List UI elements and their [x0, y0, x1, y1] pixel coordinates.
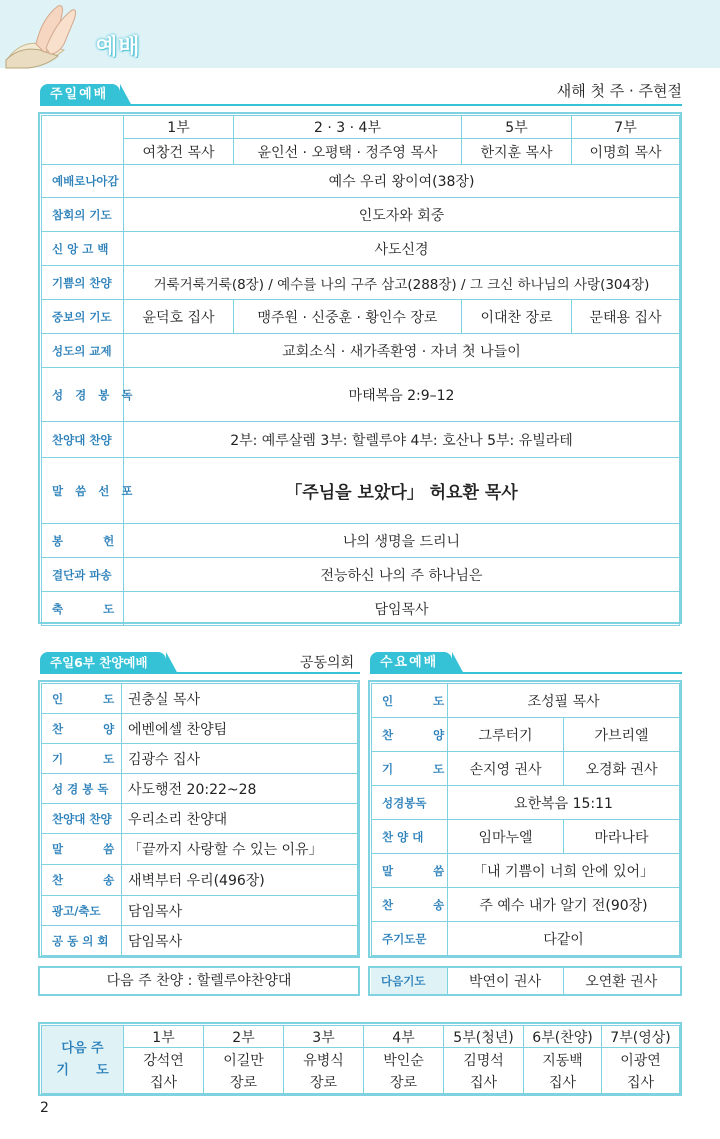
intercessor-1: 윤덕호 집사	[124, 300, 234, 334]
nw-title: 장로	[284, 1072, 364, 1094]
praise-team-2: 가브리엘	[564, 718, 680, 752]
corner-cell	[42, 116, 124, 165]
page-number: 2	[40, 1100, 49, 1116]
preacher-1: 여창건 목사	[124, 139, 234, 165]
row-label: 기쁨의 찬양	[42, 266, 124, 300]
nw-service: 1부	[124, 1026, 204, 1048]
row-value: 다같이	[448, 922, 680, 956]
row-label: 인 도	[42, 684, 122, 714]
row-value: 우리소리 찬양대	[122, 804, 358, 834]
row-value: 권충실 목사	[122, 684, 358, 714]
row-label: 예배로나아감	[42, 165, 124, 198]
row-value: 전능하신 나의 주 하나님은	[124, 558, 680, 592]
nw-service: 2부	[204, 1026, 284, 1048]
nw-service: 5부(청년)	[444, 1026, 524, 1048]
nw-service: 7부(영상)	[602, 1026, 680, 1048]
nw-name: 강석연	[124, 1048, 204, 1072]
preacher-7: 이명희 목사	[572, 139, 680, 165]
row-label: 성 경 봉 독	[42, 774, 122, 804]
row-value: 예수 우리 왕이여(38장)	[124, 165, 680, 198]
row-value: 에벤에셀 찬양팀	[122, 714, 358, 744]
row-label: 봉 헌	[42, 524, 124, 558]
nw-title: 집사	[602, 1072, 680, 1094]
nw-service: 6부(찬양)	[524, 1026, 602, 1048]
row-value: 교회소식 · 새가족환영 · 자녀 첫 나들이	[124, 334, 680, 368]
row-label: 기 도	[372, 752, 448, 786]
row-label: 광고/축도	[42, 896, 122, 926]
row-label: 말 씀	[42, 834, 122, 865]
prayer-1: 손지영 권사	[448, 752, 564, 786]
next-prayer-2: 오연환 권사	[585, 974, 658, 990]
row-label: 찬양대 찬양	[42, 804, 122, 834]
nw-name: 이길만	[204, 1048, 284, 1072]
row-value: 담임목사	[124, 592, 680, 626]
next-week-prayer-table	[41, 1025, 680, 1094]
nw-title: 집사	[124, 1072, 204, 1094]
intercessor-7: 문태용 집사	[572, 300, 680, 334]
row-value: 요한복음 15:11	[448, 786, 680, 820]
nw-title: 장로	[204, 1072, 284, 1094]
next-week-label-line2: 기 도	[56, 1062, 109, 1078]
row-value: 새벽부터 우리(496장)	[122, 865, 358, 896]
row-value: 담임목사	[122, 926, 358, 956]
row-value: 거룩거룩거룩(8장) / 예수를 나의 구주 삼고(288장) / 그 크신 하나님의 사랑(304장)	[124, 266, 680, 300]
next-prayer-label: 다음기도	[371, 968, 447, 994]
tab-praise-worship: 주일6부 찬양예배	[40, 652, 166, 674]
next-prayer-1: 박연이 권사	[447, 968, 563, 994]
row-value: 담임목사	[122, 896, 358, 926]
choir-2: 마라나타	[564, 820, 680, 854]
row-value: 2부: 예루살렘 3부: 할렐루야 4부: 호산나 5부: 유빌라테	[124, 422, 680, 458]
tab-underline	[40, 672, 360, 674]
row-label: 중보의 기도	[42, 300, 124, 334]
service-234: 2 · 3 · 4부	[234, 116, 462, 139]
row-label: 찬 송	[42, 865, 122, 896]
row-label: 성경봉독	[372, 786, 448, 820]
row-value: 나의 생명을 드리니	[124, 524, 680, 558]
row-label: 공 동 의 회	[42, 926, 122, 956]
row-label: 축 도	[42, 592, 124, 626]
next-prayer-table	[371, 968, 679, 994]
service-1: 1부	[124, 116, 234, 139]
sermon-title: 「주님을 보았다」 허요환 목사	[124, 458, 680, 524]
service-7: 7부	[572, 116, 680, 139]
prayer-2: 오경화 권사	[564, 752, 680, 786]
row-value: 마태복음 2:9–12	[124, 368, 680, 422]
nw-title: 장로	[364, 1072, 444, 1094]
row-value: 「내 기쁨이 너희 안에 있어」	[448, 854, 680, 888]
row-label: 결단과 파송	[42, 558, 124, 592]
tab-sunday-worship: 주일예배	[40, 84, 120, 106]
preacher-5: 한지훈 목사	[462, 139, 572, 165]
row-value: 인도자와 회중	[124, 198, 680, 232]
row-label: 찬 양	[42, 714, 122, 744]
nw-service: 3부	[284, 1026, 364, 1048]
next-week-label	[42, 1026, 124, 1094]
row-label: 성 경 봉 독	[42, 368, 124, 422]
next-week-label-line1: 다음 주	[61, 1040, 104, 1056]
nw-name: 이광연	[602, 1048, 680, 1072]
sunday-season-note: 새해 첫 주 · 주현절	[556, 82, 682, 100]
tab-underline	[40, 104, 682, 106]
row-label: 말 씀	[372, 854, 448, 888]
nw-title: 집사	[444, 1072, 524, 1094]
intercessor-5: 이대찬 장로	[462, 300, 572, 334]
praise-team-1: 그루터기	[448, 718, 564, 752]
tab-wednesday-worship: 수요예배	[370, 652, 452, 674]
row-label: 찬 송	[372, 888, 448, 922]
praise-note: 공동의회	[300, 655, 355, 671]
nw-name: 유병식	[284, 1048, 364, 1072]
row-label: 찬 양	[372, 718, 448, 752]
row-value: 「끝까지 사랑할 수 있는 이유」	[122, 834, 358, 865]
row-value: 사도신경	[124, 232, 680, 266]
nw-name: 지동백	[524, 1048, 602, 1072]
row-label: 찬양대 찬양	[42, 422, 124, 458]
row-value: 조성필 목사	[448, 684, 680, 718]
wednesday-worship-table	[371, 683, 680, 956]
row-label: 인 도	[372, 684, 448, 718]
row-label: 성도의 교제	[42, 334, 124, 368]
preacher-234: 윤인선 · 오평택 · 정주영 목사	[234, 139, 462, 165]
nw-title: 집사	[524, 1072, 602, 1094]
nw-name: 박인순	[364, 1048, 444, 1072]
tab-underline	[370, 672, 682, 674]
header-title: 예배	[96, 35, 141, 60]
praying-hands-icon	[2, 0, 94, 68]
row-label: 말 씀 선 포	[42, 458, 124, 524]
intercessor-234: 맹주원 · 신중훈 · 황인수 장로	[234, 300, 462, 334]
sunday-worship-table	[41, 115, 680, 626]
nw-service: 4부	[364, 1026, 444, 1048]
row-label: 기 도	[42, 744, 122, 774]
choir-1: 임마누엘	[448, 820, 564, 854]
praise-worship-table	[41, 683, 358, 956]
service-5: 5부	[462, 116, 572, 139]
row-value: 주 예수 내가 알기 전(90장)	[448, 888, 680, 922]
row-label: 주기도문	[372, 922, 448, 956]
row-label: 찬 양 대	[372, 820, 448, 854]
row-value: 김광수 집사	[122, 744, 358, 774]
next-praise-box: 다음 주 찬양 : 할렐루야찬양대	[38, 966, 360, 996]
row-value: 사도행전 20:22~28	[122, 774, 358, 804]
row-label: 참회의 기도	[42, 198, 124, 232]
row-label: 신 앙 고 백	[42, 232, 124, 266]
nw-name: 김명석	[444, 1048, 524, 1072]
